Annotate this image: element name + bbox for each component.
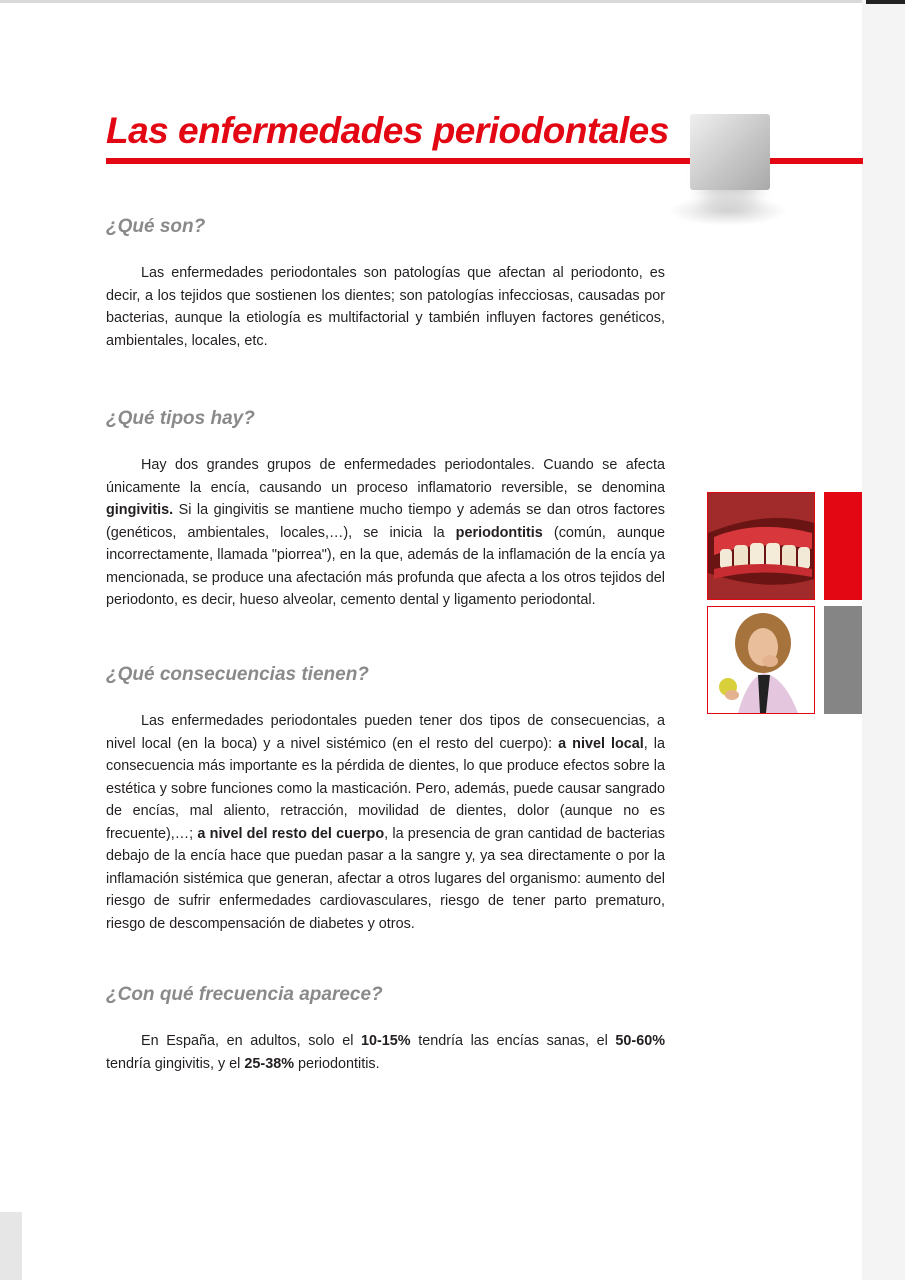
text-run: Si la gingivitis se mantiene mucho tiempo y además se dan otros factores (genéticos, ambientales, locales,…), se inicia la <box>106 502 665 541</box>
side-tab-red <box>824 492 862 600</box>
text-run: (común, aunque incorrectamente, llamada "piorrea"), en la que, además de la inflamación de la encía ya mencionada, se produce una afectación más profunda que afecta a los otros tejidos del periodonto, es decir, hueso alveolar, cemento dental y ligamento periodontal. <box>106 524 665 608</box>
cube-shadow <box>668 196 788 226</box>
page-title: Las enfermedades periodontales <box>106 110 669 151</box>
woman-bad-breath-photo <box>707 606 815 714</box>
inflamed-gums-photo <box>707 492 815 600</box>
bold-term: 25-38% <box>244 1055 294 1072</box>
page-top-rule <box>0 0 905 3</box>
bold-term: periodontitis <box>455 524 543 541</box>
heading-tipos: ¿Qué tipos hay? <box>106 408 255 429</box>
bold-term: 50-60% <box>615 1033 665 1049</box>
text-run: tendría las encías sanas, el <box>410 1033 616 1049</box>
paragraph-frecuencia <box>106 1030 665 1075</box>
page-edge-shade <box>862 0 905 1280</box>
bold-term: 10-15% <box>361 1033 411 1049</box>
paragraph-consecuencias <box>106 710 665 935</box>
text-run: Hay dos grandes grupos de enfermedades periodontales. Cuando se afecta únicamente la encía, causando un proceso inflamatorio reversible, se denomina <box>106 457 665 496</box>
text-run: En España, en adultos, solo el <box>141 1033 361 1049</box>
page-corner-shade <box>0 1212 22 1280</box>
bold-term: gingivitis. <box>106 502 174 518</box>
text-run: , la consecuencia más importante es la pérdida de dientes, lo que produce efectos sobre la estética y sobre funciones como la masticación. Pero, además, puede causar sangrado de encías, mal aliento, retracción, movilidad de dientes, dolor (aunque no es frecuente),…; <box>106 735 665 842</box>
grey-cube-graphic <box>690 114 770 190</box>
bold-term: a nivel local <box>558 735 644 752</box>
text-run: periodontitis. <box>294 1055 380 1072</box>
bold-term: a nivel del resto del cuerpo <box>197 825 385 842</box>
paragraph-tipos <box>106 454 665 612</box>
heading-frecuencia: ¿Con qué frecuencia aparece? <box>106 984 383 1005</box>
heading-consecuencias: ¿Qué consecuencias tienen? <box>106 664 369 685</box>
text-run: Las enfermedades periodontales son patologías que afectan al periodonto, es decir, a los tejidos que sostienen los dientes; son patologías infecciosas, causadas por bacterias, aunque la etiología es multifactorial y también influyen factores genéticos, ambientales, locales, etc. <box>106 265 665 349</box>
heading-que-son: ¿Qué son? <box>106 216 206 237</box>
text-run: , la presencia de gran cantidad de bacterias debajo de la encía hace que puedan pasar a la sangre y, ya sea directamente o por la inflamación sistémica que generan, afectar a otros lugares del organismo: aumento del riesgo de sufrir enfermedades cardiovasculares, riesgo de tener parto prematuro, riesgo de descompensación de diabetes y otros. <box>106 825 665 932</box>
page-edge-mark <box>866 0 905 4</box>
paragraph-que-son <box>106 262 665 352</box>
text-run: Las enfermedades periodontales pueden tener dos tipos de consecuencias, a nivel local (en la boca) y a nivel sistémico (en el resto del cuerpo): <box>106 713 665 752</box>
text-run: tendría gingivitis, y el <box>106 1055 245 1072</box>
side-tab-grey <box>824 606 862 714</box>
